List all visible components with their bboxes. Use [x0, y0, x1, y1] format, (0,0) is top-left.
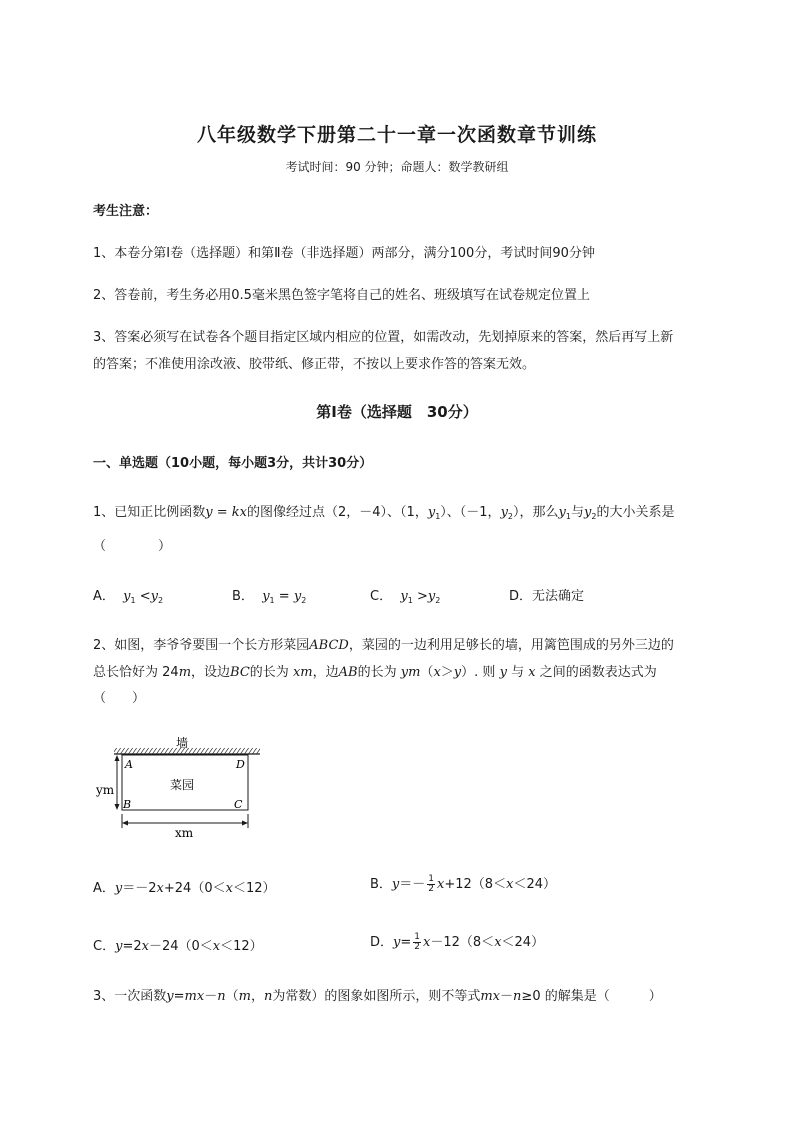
question-2-line-2	[93, 661, 657, 680]
q1-c-s1: 1	[407, 596, 413, 605]
q2-b-label: B．	[370, 877, 392, 892]
q2-text-2f: （	[420, 665, 434, 680]
q2-d-r1: =	[400, 935, 412, 950]
q2-b-r2: +12（8＜	[444, 877, 507, 892]
q3-n2: n	[263, 989, 273, 1004]
exam-title: 八年级数学下册第二十一章一次函数章节训练	[196, 124, 597, 146]
q1-text-6: 的大小关系是	[596, 505, 675, 520]
q3-text-1: 3、一次函数	[93, 989, 167, 1004]
q1-text-1: 1、已知正比例函数	[93, 505, 206, 520]
garden-figure	[90, 734, 270, 844]
q2-a-x2: x	[225, 881, 233, 896]
q2-text-2b: ，设边	[191, 665, 231, 680]
q1-a-op: <	[139, 589, 151, 604]
q2-text-2h: ）. 则	[461, 665, 496, 680]
q2-x-3: x	[528, 665, 536, 680]
q1-option-d-label: D．无法确定	[509, 589, 585, 604]
notice-item-3-cont: 的答案；不准使用涂改液、胶带纸、修正带，不按以上要求作答的答案无效。	[93, 357, 536, 372]
q1-answer-paren: （ ）	[93, 539, 172, 554]
q2-b-y: y	[391, 877, 400, 892]
q3-y: y	[166, 989, 174, 1004]
q2-m-2: m	[300, 665, 313, 680]
vertex-c: C	[234, 798, 243, 811]
q2-option-d[interactable]	[370, 931, 544, 952]
q2-a-r3: ＜12）	[232, 881, 276, 896]
q1-text-3: ）、（－1，	[440, 505, 501, 520]
q1-y1b-sub: 1	[565, 512, 571, 521]
q1-option-b-label: B．	[232, 589, 254, 604]
q2-text-1a: 2、如图，李爷爷要围一个长方形菜园	[93, 638, 310, 653]
q1-b-s1: 1	[269, 596, 275, 605]
q1-c-s2: 2	[435, 596, 441, 605]
q3-eq: =	[173, 989, 185, 1004]
exam-subtitle: 考试时间：90 分钟；命题人：数学教研组	[285, 160, 509, 174]
y-arrow-bottom	[115, 804, 120, 810]
q1-a-y2: y	[150, 589, 159, 604]
garden-label: 菜园	[170, 778, 195, 792]
x-arrow-left	[122, 821, 128, 826]
q3-text-3: 为常数）的图象如图所示，则不等式	[272, 989, 481, 1004]
q2-text-2d: ，边	[312, 665, 339, 680]
q2-d-y: y	[393, 935, 401, 950]
q2-b-den: 2	[428, 884, 435, 894]
q2-text-1b: ，菜园的一边利用足够长的墙，用篱笆围成的另外三边的	[348, 638, 674, 653]
q2-y-2: y	[453, 665, 462, 680]
q2-text-2i: 与	[511, 665, 525, 680]
q2-b-r3: ＜24）	[513, 877, 556, 892]
notice-item-3: 3、答案必须写在试卷各个题目指定区域内相应的位置，如需改动，先划掉原来的答案，然后再写上新	[93, 330, 674, 345]
q1-y1b: y	[558, 505, 566, 520]
q1-b-y2: y	[293, 589, 302, 604]
q1-option-c[interactable]	[370, 585, 440, 605]
q2-c-r1: =2	[122, 939, 142, 954]
q2-a-label: A．	[93, 881, 115, 896]
q1-option-c-label: C．	[370, 589, 393, 604]
q3-n: n	[217, 989, 226, 1004]
q2-c-r3: ＜12）	[220, 939, 263, 954]
vertex-a: A	[125, 758, 133, 771]
q2-a-x: x	[156, 881, 164, 896]
q1-text-4: ），那么	[513, 505, 559, 520]
q2-b-x2: x	[506, 877, 514, 892]
q2-d-x2: x	[494, 935, 502, 950]
q2-option-b[interactable]	[370, 873, 556, 894]
q1-c-y1: y	[400, 589, 408, 604]
q2-a-r2: +24（0＜	[163, 881, 226, 896]
q1-y1-sub: 1	[435, 512, 441, 521]
q1-text-2: 的图像经过点（2，－4）、（1，	[247, 505, 428, 520]
q2-y-3: y	[499, 665, 507, 680]
q3-m: m	[238, 989, 251, 1004]
q2-c-x2: x	[212, 939, 221, 954]
q1-a-s1: 1	[130, 596, 136, 605]
q2-b-x: x	[437, 877, 445, 892]
q2-text-2g: ＞	[440, 665, 454, 680]
q1-y2-sub: 2	[507, 512, 514, 521]
q2-d-x: x	[423, 935, 431, 950]
section-title: 第Ⅰ卷（选择题 30分）	[316, 403, 478, 421]
q2-b-num: 1	[428, 874, 435, 884]
y-dimension-label: ym	[96, 783, 115, 797]
notice-heading: 考生注意：	[93, 204, 159, 219]
q1-a-y1: y	[123, 589, 131, 604]
part-heading: 一、单选题（10小题，每小题3分，共计30分）	[93, 456, 373, 471]
q3-n3: n	[513, 989, 522, 1004]
y-arrow-top	[115, 755, 120, 761]
q2-d-num: 1	[414, 932, 421, 942]
q1-function: y = kx	[205, 505, 247, 520]
q1-y1: y	[427, 505, 436, 520]
x-dimension-label: xm	[175, 826, 194, 840]
q1-c-y2: y	[427, 589, 436, 604]
q3-comma: ，	[250, 989, 264, 1004]
vertex-b: B	[123, 798, 132, 811]
q2-c-r2: －24（0＜	[148, 939, 213, 954]
q2-text-2c: 的长为	[249, 665, 289, 680]
q1-option-a-label: A．	[93, 589, 115, 604]
q3-mx2: mx	[480, 989, 501, 1004]
q2-b-r1: ＝－	[399, 877, 426, 892]
q2-d-r3: ＜24）	[501, 935, 545, 950]
question-3-stem	[93, 985, 662, 1004]
q2-a-y: y	[114, 881, 123, 896]
q2-c-x: x	[141, 939, 149, 954]
q3-text-2: （	[225, 989, 239, 1004]
question-1-stem	[93, 501, 674, 521]
q2-m-1: m	[178, 665, 192, 680]
q3-minus: －	[204, 989, 218, 1004]
q3-mx: mx	[184, 989, 205, 1004]
q2-bc: BC	[230, 665, 250, 680]
q1-option-d[interactable]	[509, 585, 584, 604]
q1-b-y1: y	[262, 589, 270, 604]
q2-c-y: y	[115, 939, 123, 954]
q1-y2b: y	[584, 505, 592, 520]
vertex-d: D	[236, 758, 245, 771]
q2-text-2j: 之间的函数表达式为	[539, 665, 657, 680]
q2-d-den: 2	[414, 942, 421, 952]
x-arrow-right	[242, 821, 248, 826]
q2-text-2a: 总长恰好为 24	[93, 665, 179, 680]
q1-c-op: >	[416, 589, 428, 604]
q1-y2: y	[500, 505, 508, 520]
q1-option-b[interactable]	[232, 585, 306, 605]
q2-text-2e: 的长为	[357, 665, 397, 680]
q2-option-c[interactable]	[93, 935, 263, 954]
q2-a-r1: ＝－2	[122, 881, 157, 896]
q2-ab: AB	[338, 665, 358, 680]
q1-y2b-sub: 2	[591, 512, 597, 521]
q2-abcd: ABCD	[309, 638, 349, 653]
q2-option-a[interactable]	[93, 877, 276, 896]
q2-x-1: x	[292, 665, 301, 680]
q3-minus2: －	[500, 989, 514, 1004]
q2-b-fraction	[427, 875, 435, 894]
q1-a-s2: 2	[158, 596, 164, 605]
q2-m-3: m	[408, 665, 421, 680]
notice-item-1: 1、本卷分第I卷（选择题）和第Ⅱ卷（非选择题）两部分，满分100分，考试时间90分钟	[93, 246, 595, 261]
q1-option-a[interactable]	[93, 585, 163, 605]
q1-b-s2: 2	[301, 596, 307, 605]
q1-text-5: 与	[570, 505, 584, 520]
q3-text-4: ≥0 的解集是（ ）	[521, 989, 662, 1004]
q2-y-1: y	[400, 665, 409, 680]
q2-d-label: D．	[370, 935, 394, 950]
q1-b-op: =	[278, 589, 290, 604]
q2-c-label: C．	[93, 939, 116, 954]
q2-x-2: x	[433, 665, 441, 680]
question-2-line-1	[93, 634, 674, 653]
q2-d-r2: －12（8＜	[430, 935, 495, 950]
notice-item-2: 2、答卷前，考生务必用0.5毫米黑色签字笔将自己的姓名、班级填写在试卷规定位置上	[93, 288, 590, 303]
wall-label: 墙	[176, 736, 189, 750]
q2-answer-paren: （ ）	[93, 691, 146, 706]
q2-d-fraction	[413, 933, 421, 952]
